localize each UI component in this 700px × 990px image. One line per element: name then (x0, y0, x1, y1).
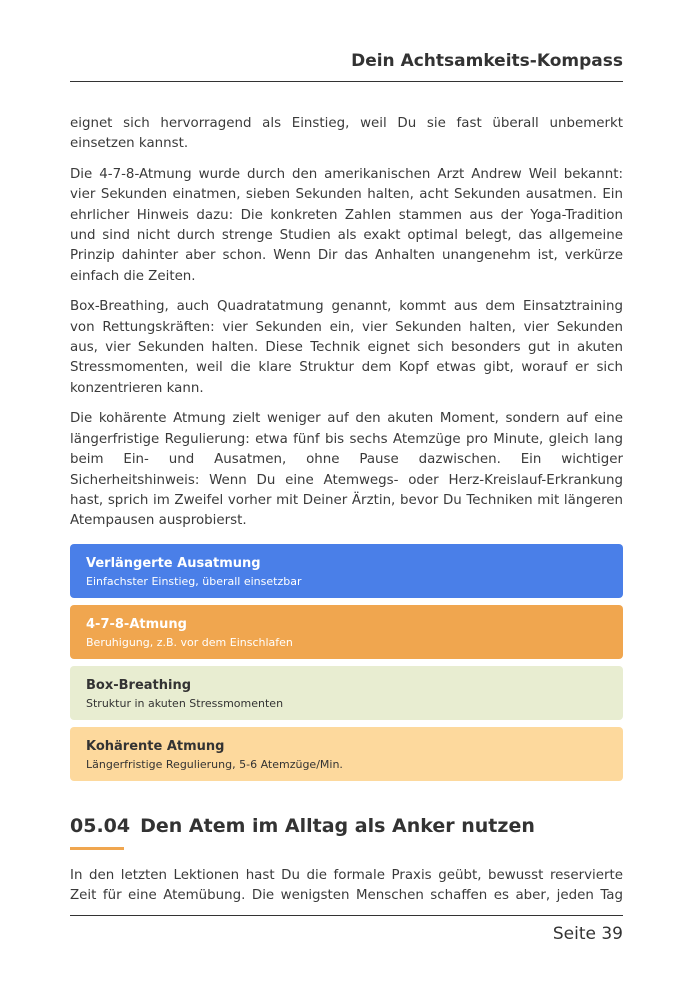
technique-card-title: Verlängerte Ausatmung (86, 555, 261, 571)
paragraph: In den letzten Lektionen hast Du die formale Praxis geübt, bewusst reservierte Zeit für eine Atemübung. Die wenigsten Menschen schaffen es aber, jeden Tag (70, 867, 623, 904)
footer-divider (70, 915, 623, 916)
technique-card (70, 605, 623, 659)
technique-card-subtitle: Längerfristige Regulierung, 5-6 Atemzüge/Min. (86, 757, 343, 771)
technique-card (70, 666, 623, 720)
technique-card-title: Box-Breathing (86, 677, 192, 693)
section-number: 05.04 (70, 814, 131, 837)
technique-card-subtitle: Einfachster Einstieg, überall einsetzbar (86, 574, 302, 588)
technique-card (70, 727, 623, 781)
paragraph: Die 4-7-8-Atmung wurde durch den amerikanischen Arzt Andrew Weil bekannt: vier Sekunden einatmen, sieben Sekunden halten, acht Sekunden ausatmen. Ein ehrlicher Hinweis dazu: Die konkreten Zahlen stammen aus der Yoga-Tradition und sind nicht durch strenge Studien als exakt optimal belegt, das allgemeine Prinzip dahinter aber schon. Wenn Dir das Anhalten unangenehm ist, verkürze einfach die Zeiten. (70, 166, 623, 284)
technique-cards (70, 544, 623, 781)
section-heading (70, 814, 623, 838)
technique-card-subtitle: Struktur in akuten Stressmomenten (86, 696, 284, 710)
section-title: Den Atem im Alltag als Anker nutzen (140, 814, 535, 837)
paragraph: eignet sich hervorragend als Einstieg, weil Du sie fast überall unbemerkt einsetzen kannst. (70, 116, 623, 152)
technique-card (70, 544, 623, 598)
page-number: Seite 39 (552, 924, 623, 944)
page-content (70, 114, 623, 910)
page-header-title: Dein Achtsamkeits-Kompass (351, 51, 623, 71)
section-heading-underline (70, 847, 124, 850)
technique-card-title: Kohärente Atmung (86, 738, 225, 754)
technique-card-subtitle: Beruhigung, z.B. vor dem Einschlafen (86, 635, 293, 649)
technique-card-title: 4-7-8-Atmung (86, 616, 187, 632)
paragraph: Die kohärente Atmung zielt weniger auf den akuten Moment, sondern auf eine längerfristige Regulierung: etwa fünf bis sechs Atemzüge pro Minute, gleich lang beim Ein- und Ausatmen, ohne Pause dazwischen. Ein wichtiger Sicherheitshinweis: Wenn Du eine Atemwegs- oder Herz-Kreislauf-Erkrankung hast, sprich im Zweifel vorher mit Deiner Ärztin, bevor Du Techniken mit längeren Atempausen ausprobierst. (70, 411, 623, 529)
paragraph: Box-Breathing, auch Quadratatmung genannt, kommt aus dem Einsatztraining von Rettungskräften: vier Sekunden ein, vier Sekunden halten, vier Sekunden aus, vier Sekunden halten. Diese Technik eignet sich besonders gut in akuten Stressmomenten, weil die klare Struktur dem Kopf etwas gibt, worauf er sich konzentrieren kann. (70, 299, 623, 396)
